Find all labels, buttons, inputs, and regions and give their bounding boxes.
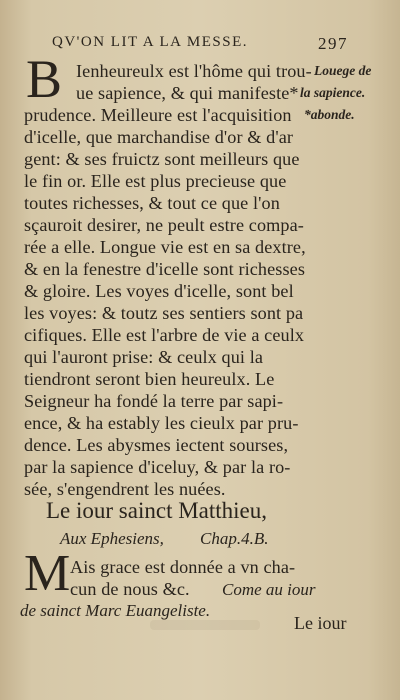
text-line: ue sapience, & qui manifeste* bbox=[76, 83, 299, 103]
text-line: ence, & ha estably les cieulx par pru- bbox=[24, 413, 299, 433]
text-line: rée a elle. Longue vie est en sa dextre, bbox=[24, 237, 306, 257]
text-line: tiendront seront bien heureulx. Le bbox=[24, 369, 275, 389]
text-line: cifiques. Elle est l'arbre de vie a ceulx bbox=[24, 325, 305, 345]
text-line: Ienheureulx est l'hôme qui trou- bbox=[76, 61, 312, 81]
drop-cap-b: B bbox=[26, 49, 63, 109]
text-line: prudence. Meilleure est l'acquisition bbox=[24, 105, 292, 125]
text-line: & en la fenestre d'icelle sont richesses bbox=[24, 259, 305, 279]
feast-heading: Le iour sainct Matthieu, bbox=[46, 498, 267, 523]
text-line: & gloire. Les voyes d'icelle, sont bel bbox=[24, 281, 294, 301]
marginal-note-1a: Louege de bbox=[314, 63, 372, 78]
text-line: sçauroit desirer, ne peult estre compa- bbox=[24, 215, 304, 235]
epistle-line-2-italic: Come au iour bbox=[222, 580, 316, 599]
epistle-line-3: de sainct Marc Euangeliste. bbox=[20, 601, 211, 620]
text-line: d'icelle, que marchandise d'or & d'ar bbox=[24, 127, 294, 147]
chapter-reference: Chap.4.B. bbox=[200, 529, 269, 548]
page-number: 297 bbox=[318, 34, 348, 53]
catchword: Le iour bbox=[294, 613, 347, 633]
text-line: toutes richesses, & tout ce que l'on bbox=[24, 193, 280, 213]
text-line: le fin or. Elle est plus precieuse que bbox=[24, 171, 287, 191]
text-line: Seigneur ha fondé la terre par sapi- bbox=[24, 391, 284, 411]
epistle-line-1: Ais grace est donnée a vn cha- bbox=[70, 557, 296, 577]
text-line: les voyes: & toutz ses sentiers sont pa bbox=[24, 303, 304, 323]
text-line: qui l'auront prise: & ceulx qui la bbox=[24, 347, 264, 367]
bleed-through-mark bbox=[150, 620, 260, 630]
text-line: par la sapience d'iceluy, & par la ro- bbox=[24, 457, 291, 477]
epistle-reference: Aux Ephesiens, bbox=[60, 529, 164, 548]
text-line: sée, s'engendrent les nuées. bbox=[24, 479, 226, 499]
running-head: QV'ON LIT A LA MESSE. bbox=[52, 34, 249, 50]
drop-cap-m: M bbox=[24, 545, 71, 602]
text-line: dence. Les abysmes iectent sourses, bbox=[24, 435, 289, 455]
marginal-note-2: *abonde. bbox=[304, 107, 355, 122]
text-line: gent: & ses fruictz sont meilleurs que bbox=[24, 149, 300, 169]
marginal-note-1b: la sapience. bbox=[300, 85, 366, 100]
epistle-line-2: cun de nous &c. bbox=[70, 579, 190, 599]
